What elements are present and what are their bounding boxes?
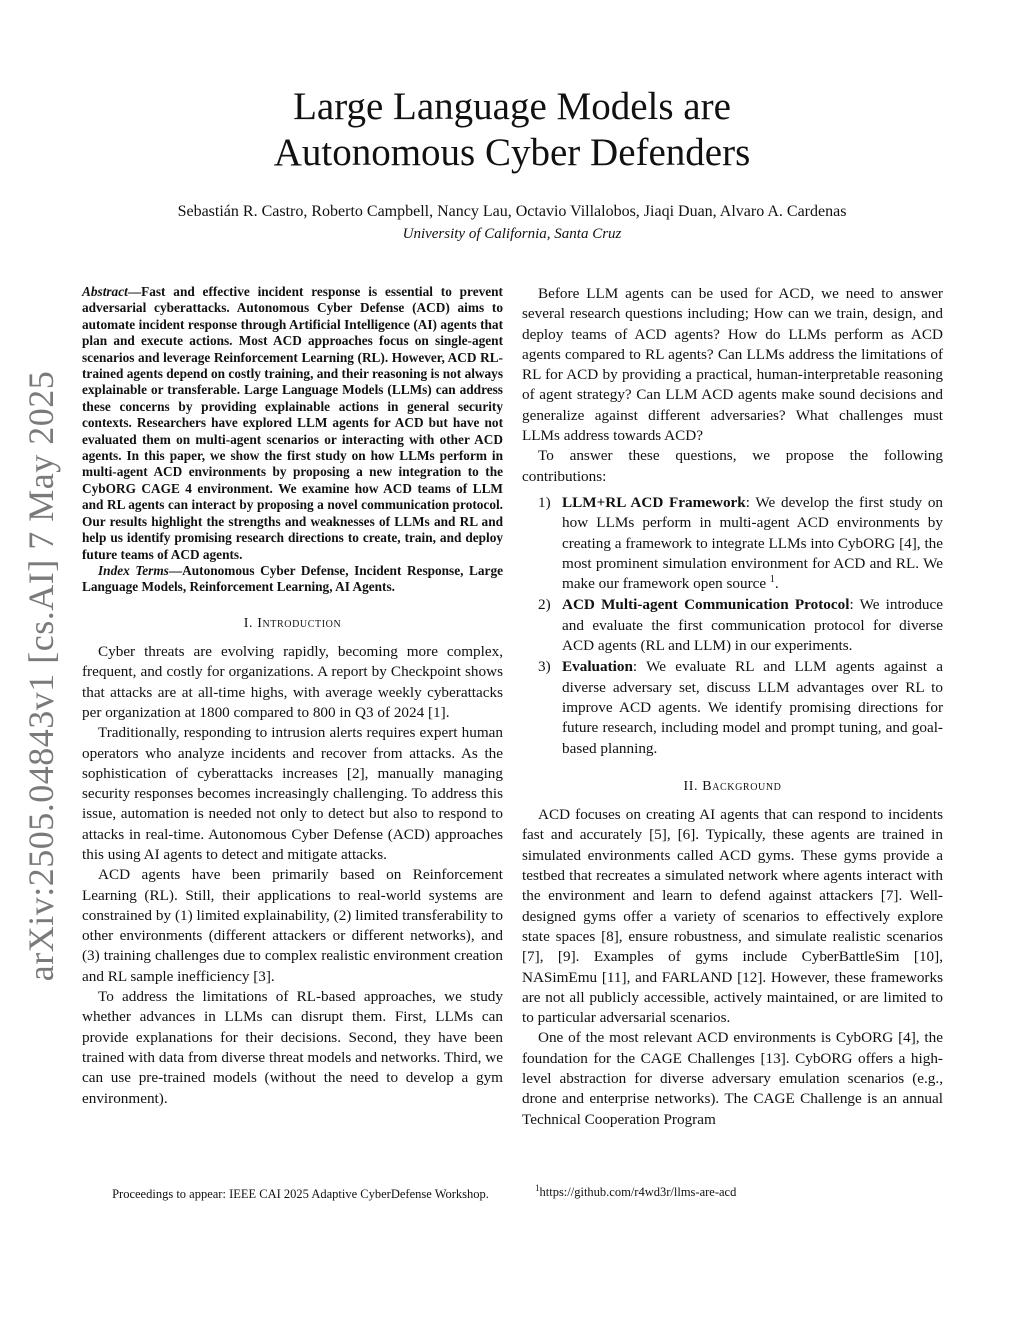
item-lead: Evaluation bbox=[562, 658, 633, 676]
left-column bbox=[82, 284, 503, 1109]
arxiv-id-text: arXiv:2505.04843v1 [cs.AI] 7 May 2025 bbox=[21, 370, 62, 982]
section-heading-background bbox=[522, 777, 943, 797]
background-paragraph: One of the most relevant ACD environments is CybORG [4], the foundation for the CAGE Challenges [13]. CybORG offers a high-level abstraction for diverse adversary emulation scenarios (e.g., drone and enterprise networks). The CAGE Challenge is an annual Technical Cooperation Program bbox=[522, 1029, 943, 1128]
section-heading-introduction bbox=[82, 614, 503, 634]
index-terms bbox=[82, 563, 503, 596]
intro-paragraph: ACD agents have been primarily based on Reinforcement Learning (RL). Still, their applications to real-world systems are constrained by (1) limited explainability, (2) limited transferability to other environments (different attackers or different networks), and (3) training challenges due to complex realistic environment creation and RL sample inefficiency [3]. bbox=[82, 866, 503, 985]
footnote bbox=[535, 1182, 737, 1200]
intro-paragraph: Cyber threats are evolving rapidly, becoming more complex, frequent, and costly for organizations. A report by Checkpoint shows that attacks are at all-time highs, with average weekly cyberattacks per organization at 1800 compared to 800 in Q3 of 2024 [1]. bbox=[82, 643, 503, 721]
title-line-2: Autonomous Cyber Defenders bbox=[273, 131, 751, 174]
body-paragraph: To answer these questions, we propose the following contributions: bbox=[522, 447, 943, 485]
section-title: Introduction bbox=[257, 615, 342, 631]
section-title: Background bbox=[702, 778, 782, 794]
item-text: : We evaluate RL and LLM agents against a diverse adversary set, discuss LLM advantages over RL to improve ACD agents. We identify promising directions for future research, including model and prompt tuning, and goal-based planning. bbox=[562, 658, 943, 757]
contributions-list bbox=[522, 493, 943, 759]
intro-paragraph: Traditionally, responding to intrusion alerts requires expert human operators who analyze incidents and recover from attacks. As the sophistication of cyberattacks increases [2], manually managing security responses becomes increasingly challenging. To address this issue, automation is needed not only to detect but also to respond to attacks in real-time. Autonomous Cyber Defense (ACD) approaches this using AI agents to detect and mitigate attacks. bbox=[82, 724, 503, 863]
item-text: : We develop the first study on how LLMs perform in multi-agent ACD environments by creating a framework to integrate LLMs into CybORG [4], the most prominent simulation environment for ACD and RL. We make our framework open source bbox=[562, 493, 944, 593]
affiliation: University of California, Santa Cruz bbox=[402, 226, 622, 242]
intro-paragraph: To address the limitations of RL-based approaches, we study whether advances in LLMs can disrupt them. First, LLMs can provide explanations for their decisions. Second, they have been trained with data from diverse threat models and networks. Third, we can use pre-trained models (without the need to develop a gym environment). bbox=[82, 988, 503, 1107]
item-text: : We introduce and evaluate the first communication protocol for diverse ACD agents (RL and LLM) in our experiments. bbox=[562, 596, 943, 655]
contribution-item bbox=[522, 493, 943, 594]
abstract bbox=[82, 284, 503, 563]
item-number: 3) bbox=[538, 658, 551, 676]
footnote-url[interactable]: https://github.com/r4wd3r/llms-are-acd bbox=[539, 1185, 737, 1199]
right-column bbox=[522, 284, 943, 1130]
footnote-ref: 1 bbox=[769, 574, 775, 586]
footnote-mark: 1 bbox=[535, 1182, 540, 1193]
title-line-1: Large Language Models are bbox=[293, 85, 731, 128]
index-terms-label: Index Terms bbox=[98, 562, 169, 578]
section-number: II. bbox=[683, 778, 699, 794]
item-tail: . bbox=[774, 575, 779, 593]
paper-title bbox=[0, 84, 1024, 176]
arxiv-identifier-sidebar bbox=[18, 370, 64, 982]
abstract-text: —Fast and effective incident response is essential to prevent adversarial cyberattacks. Autonomous Cyber Defense (ACD) aims to automate incident response through Artificial Intelligence (AI) agents that plan and execute actions. Most ACD approaches focus on single-agent scenarios and leverage Reinforcement Learning (RL). However, ACD RL-trained agents depend on costly training, and their reasoning is not always explainable or transferable. Large Language Models (LLMs) can address these concerns by providing explainable actions in general security contexts. Researchers have explored LLM agents for ACD but have not evaluated them on multi-agent scenarios or interacting with other ACD agents. In this paper, we show the first study on how LLMs perform in multi-agent ACD environments by proposing a new integration to the CybORG CAGE 4 environment. We examine how ACD teams of LLM and RL agents can interact by proposing a novel communication protocol. Our results highlight the strengths and weaknesses of LLMs and RL and help us identify promising research directions to create, train, and deploy future teams of ACD agents. bbox=[82, 284, 503, 562]
index-terms-text: —Autonomous Cyber Defense, Incident Response, Large Language Models, Reinforcement Learning, AI Agents. bbox=[82, 562, 503, 595]
item-number: 1) bbox=[538, 493, 551, 511]
item-number: 2) bbox=[538, 596, 551, 614]
contribution-item bbox=[522, 595, 943, 656]
abstract-label: Abstract bbox=[82, 284, 128, 299]
background-paragraph: ACD focuses on creating AI agents that can respond to incidents fast and accurately [5], [6]. Typically, these agents are trained in simulated environments called ACD gyms. These gyms provide a testbed that recreates a simulated network where agents interact with the environment and learn to defend against attackers [7]. Well-designed gyms offer a variety of scenarios to effectively explore state spaces [8], ensure robustness, and simulate realistic scenarios [7], [9]. Examples of gyms include CyberBattleSim [10], NASimEmu [11], and FARLAND [12]. However, these frameworks are not all publicly accessible, actively maintained, or are limited to to particular adversarial scenarios. bbox=[522, 806, 943, 1027]
proceedings-note: Proceedings to appear: IEEE CAI 2025 Adaptive CyberDefense Workshop. bbox=[112, 1187, 489, 1201]
section-number: I. bbox=[243, 615, 254, 631]
author-list: Sebastián R. Castro, Roberto Campbell, Nancy Lau, Octavio Villalobos, Jiaqi Duan, Alvaro A. Cardenas bbox=[177, 203, 847, 220]
item-lead: ACD Multi-agent Communication Protocol bbox=[562, 596, 850, 614]
item-lead: LLM+RL ACD Framework bbox=[562, 493, 746, 511]
contribution-item bbox=[522, 657, 943, 758]
body-paragraph: Before LLM agents can be used for ACD, we need to answer several research questions including; How can we train, design, and deploy teams of ACD agents? How do LLMs perform as ACD agents compared to RL agents? Can LLMs address the limitations of RL for ACD by providing a practical, human-interpretable reasoning of agent strategy? Can LLM ACD agents make sound decisions and generalize against different adversaries? What challenges must LLMs address towards ACD? bbox=[522, 285, 943, 445]
